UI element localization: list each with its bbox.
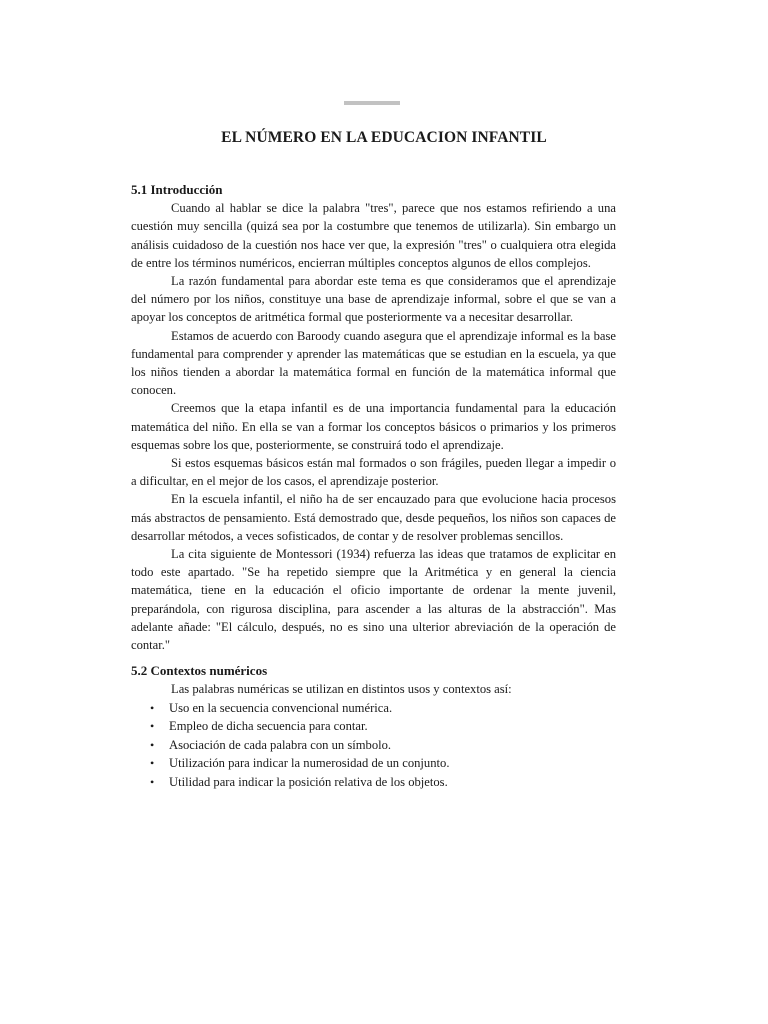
paragraph: Cuando al hablar se dice la palabra "tres", parece que nos estamos refiriendo a una cuestión muy sencilla (quizá sea por la costumbre que tenemos de utilizarla). Sin embargo un análisis cuidadoso de la cuestión nos hace ver que, la expresión "tres" o cualquiera otra elegida de entre los términos numéricos, encierran múltiples conceptos algunos de ellos complejos. <box>131 201 616 270</box>
list-item <box>131 773 616 792</box>
list-item-text: Utilidad para indicar la posición relativa de los objetos. <box>169 775 448 790</box>
paragraph: Creemos que la etapa infantil es de una importancia fundamental para la educación matemática del niño. En ella se van a formar los conceptos básicos o primarios y los primeros esquemas sobre los que, posteriormente, se construirá todo el aprendizaje. <box>131 401 616 452</box>
section-heading: 5.1 Introducción <box>131 182 223 197</box>
bullet-list <box>131 699 616 792</box>
list-intro: Las palabras numéricas se utilizan en distintos usos y contextos así: <box>171 682 512 697</box>
paragraph: Si estos esquemas básicos están mal formados o son frágiles, pueden llegar a impedir o a dificultar, en el mejor de los casos, el aprendizaje posterior. <box>131 456 616 489</box>
paragraph: Estamos de acuerdo con Baroody cuando asegura que el aprendizaje informal es la base fundamental para comprender y aprender las matemáticas que se estudian en la escuela, ya que los niños tienden a abordar la matemática formal en función de la matemática informal que conocen. <box>131 328 616 398</box>
page-title: EL NÚMERO EN LA EDUCACION INFANTIL <box>221 129 547 146</box>
list-item-text: Asociación de cada palabra con un símbolo. <box>169 737 392 752</box>
list-item <box>131 736 616 755</box>
header-mark <box>344 101 400 105</box>
bullet-icon: • <box>150 756 155 771</box>
bullet-icon: • <box>150 719 155 734</box>
paragraph: La razón fundamental para abordar este tema es que consideramos que el aprendizaje del número por los niños, constituye una base de aprendizaje informal, sobre el que se van a apoyar los conceptos de aritmética formal que posteriormente va a necesitar desarrollar. <box>131 274 616 325</box>
section-contextos-numericos <box>131 662 616 791</box>
bullet-icon: • <box>150 700 155 715</box>
document-body <box>131 181 616 792</box>
list-item-text: Empleo de dicha secuencia para contar. <box>169 719 368 734</box>
bullet-icon: • <box>150 775 155 790</box>
list-item <box>131 699 616 718</box>
list-item <box>131 754 616 773</box>
list-item-text: Uso en la secuencia convencional numérica. <box>169 700 393 715</box>
list-item-text: Utilización para indicar la numerosidad de un conjunto. <box>169 756 450 771</box>
section-heading: 5.2 Contextos numéricos <box>131 663 268 679</box>
paragraph: En la escuela infantil, el niño ha de ser encauzado para que evolucione hacia procesos más abstractos de pensamiento. Está demostrado que, desde pequeños, los niños son capaces de desarrollar métodos, a veces sofisticados, de contar y de resolver problemas sencillos. <box>131 492 616 543</box>
section-introduccion <box>131 181 616 654</box>
paragraph: La cita siguiente de Montessori (1934) refuerza las ideas que tratamos de explicitar en todo este apartado. "Se ha repetido siempre que la Aritmética y en general la ciencia matemática, tiene en la educación el oficio importante de ordenar la mente juvenil, preparándola, con rigurosa disciplina, para ascender a las alturas de la abstracción". Mas adelante añade: "El cálculo, después, no es sino una ulterior abreviación de la operación de contar." <box>131 547 616 653</box>
bullet-icon: • <box>150 737 155 752</box>
list-item <box>131 717 616 736</box>
